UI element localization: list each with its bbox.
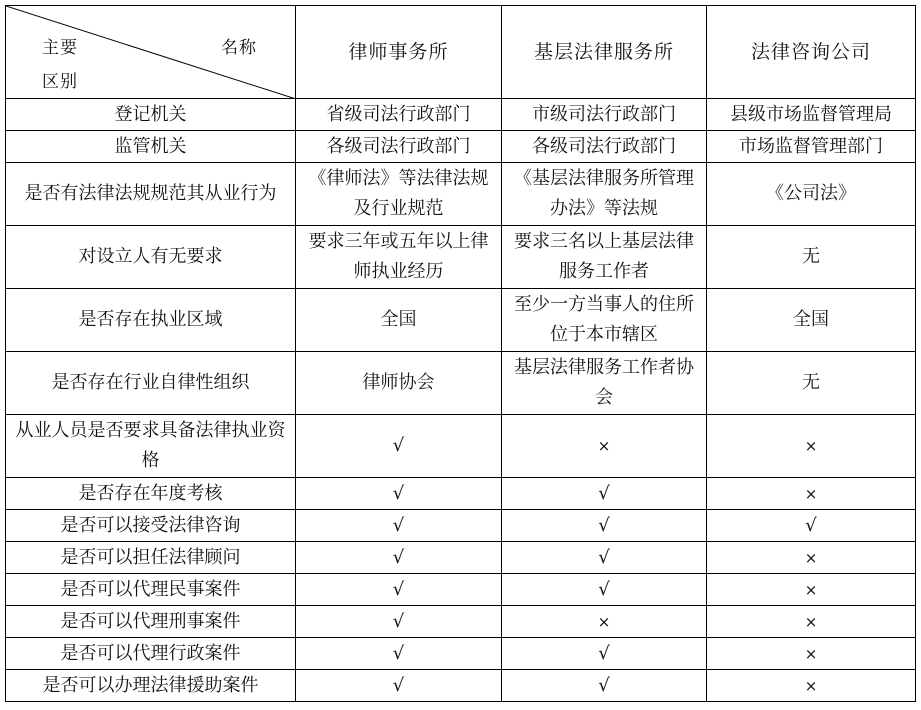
grassroots-service-cell: 各级司法行政部门 (502, 131, 707, 163)
row-label-cell: 从业人员是否要求具备法律执业资格 (6, 415, 296, 478)
law-firm-cell: √ (296, 478, 502, 510)
law-firm-cell: √ (296, 542, 502, 574)
law-firm-cell: √ (296, 510, 502, 542)
table-row (6, 478, 916, 510)
diag-label-main: 主要 (42, 38, 78, 58)
grassroots-service-cell: 基层法律服务工作者协会 (502, 352, 707, 415)
row-label-cell: 是否可以办理法律援助案件 (6, 670, 296, 702)
table-body (6, 99, 916, 702)
row-label-cell: 是否可以接受法律咨询 (6, 510, 296, 542)
row-label-cell: 是否有法律法规规范其从业行为 (6, 163, 296, 226)
law-firm-cell: √ (296, 670, 502, 702)
law-firm-cell: 省级司法行政部门 (296, 99, 502, 131)
grassroots-service-cell: √ (502, 510, 707, 542)
law-firm-cell: 要求三年或五年以上律师执业经历 (296, 226, 502, 289)
consulting-company-cell: × (707, 670, 916, 702)
grassroots-service-cell: × (502, 415, 707, 478)
comparison-document (5, 5, 915, 705)
law-firm-cell: 各级司法行政部门 (296, 131, 502, 163)
grassroots-service-cell: √ (502, 670, 707, 702)
consulting-company-cell: 县级市场监督管理局 (707, 99, 916, 131)
table-row (6, 352, 916, 415)
table-row (6, 226, 916, 289)
row-label-cell: 是否存在行业自律性组织 (6, 352, 296, 415)
diag-label-diff: 区别 (42, 72, 78, 92)
consulting-company-cell: × (707, 574, 916, 606)
row-label-cell: 是否可以代理民事案件 (6, 574, 296, 606)
law-firm-cell: √ (296, 574, 502, 606)
grassroots-service-cell: 市级司法行政部门 (502, 99, 707, 131)
table-row (6, 638, 916, 670)
consulting-company-cell: 《公司法》 (707, 163, 916, 226)
grassroots-service-cell: √ (502, 542, 707, 574)
table-row (6, 289, 916, 352)
consulting-company-cell: 无 (707, 226, 916, 289)
table-row (6, 99, 916, 131)
consulting-company-cell: √ (707, 510, 916, 542)
table-row (6, 131, 916, 163)
table-row (6, 670, 916, 702)
consulting-company-cell: × (707, 542, 916, 574)
table-row (6, 510, 916, 542)
comparison-table (5, 5, 916, 702)
grassroots-service-cell: × (502, 606, 707, 638)
table-row (6, 542, 916, 574)
law-firm-cell: 全国 (296, 289, 502, 352)
consulting-company-cell: 无 (707, 352, 916, 415)
grassroots-service-cell: 要求三名以上基层法律服务工作者 (502, 226, 707, 289)
row-label-cell: 是否可以代理刑事案件 (6, 606, 296, 638)
consulting-company-cell: 全国 (707, 289, 916, 352)
law-firm-cell: √ (296, 606, 502, 638)
grassroots-service-cell: √ (502, 638, 707, 670)
consulting-company-cell: × (707, 478, 916, 510)
consulting-company-cell: × (707, 415, 916, 478)
header-row (6, 6, 916, 99)
law-firm-cell: 《律师法》等法律法规及行业规范 (296, 163, 502, 226)
consulting-company-cell: × (707, 606, 916, 638)
table-row (6, 574, 916, 606)
grassroots-service-cell: 至少一方当事人的住所位于本市辖区 (502, 289, 707, 352)
consulting-company-cell: 市场监督管理部门 (707, 131, 916, 163)
row-label-cell: 监管机关 (6, 131, 296, 163)
diag-label-name: 名称 (221, 38, 257, 58)
col-header-consulting-company: 法律咨询公司 (707, 6, 916, 99)
consulting-company-cell: × (707, 638, 916, 670)
table-row (6, 606, 916, 638)
law-firm-cell: √ (296, 638, 502, 670)
col-header-grassroots-service: 基层法律服务所 (502, 6, 707, 99)
col-header-law-firm: 律师事务所 (296, 6, 502, 99)
row-label-cell: 对设立人有无要求 (6, 226, 296, 289)
diagonal-header-cell (6, 6, 296, 99)
law-firm-cell: √ (296, 415, 502, 478)
row-label-cell: 登记机关 (6, 99, 296, 131)
row-label-cell: 是否可以担任法律顾问 (6, 542, 296, 574)
row-label-cell: 是否存在年度考核 (6, 478, 296, 510)
grassroots-service-cell: 《基层法律服务所管理办法》等法规 (502, 163, 707, 226)
table-row (6, 163, 916, 226)
grassroots-service-cell: √ (502, 478, 707, 510)
row-label-cell: 是否可以代理行政案件 (6, 638, 296, 670)
grassroots-service-cell: √ (502, 574, 707, 606)
table-row (6, 415, 916, 478)
row-label-cell: 是否存在执业区域 (6, 289, 296, 352)
law-firm-cell: 律师协会 (296, 352, 502, 415)
